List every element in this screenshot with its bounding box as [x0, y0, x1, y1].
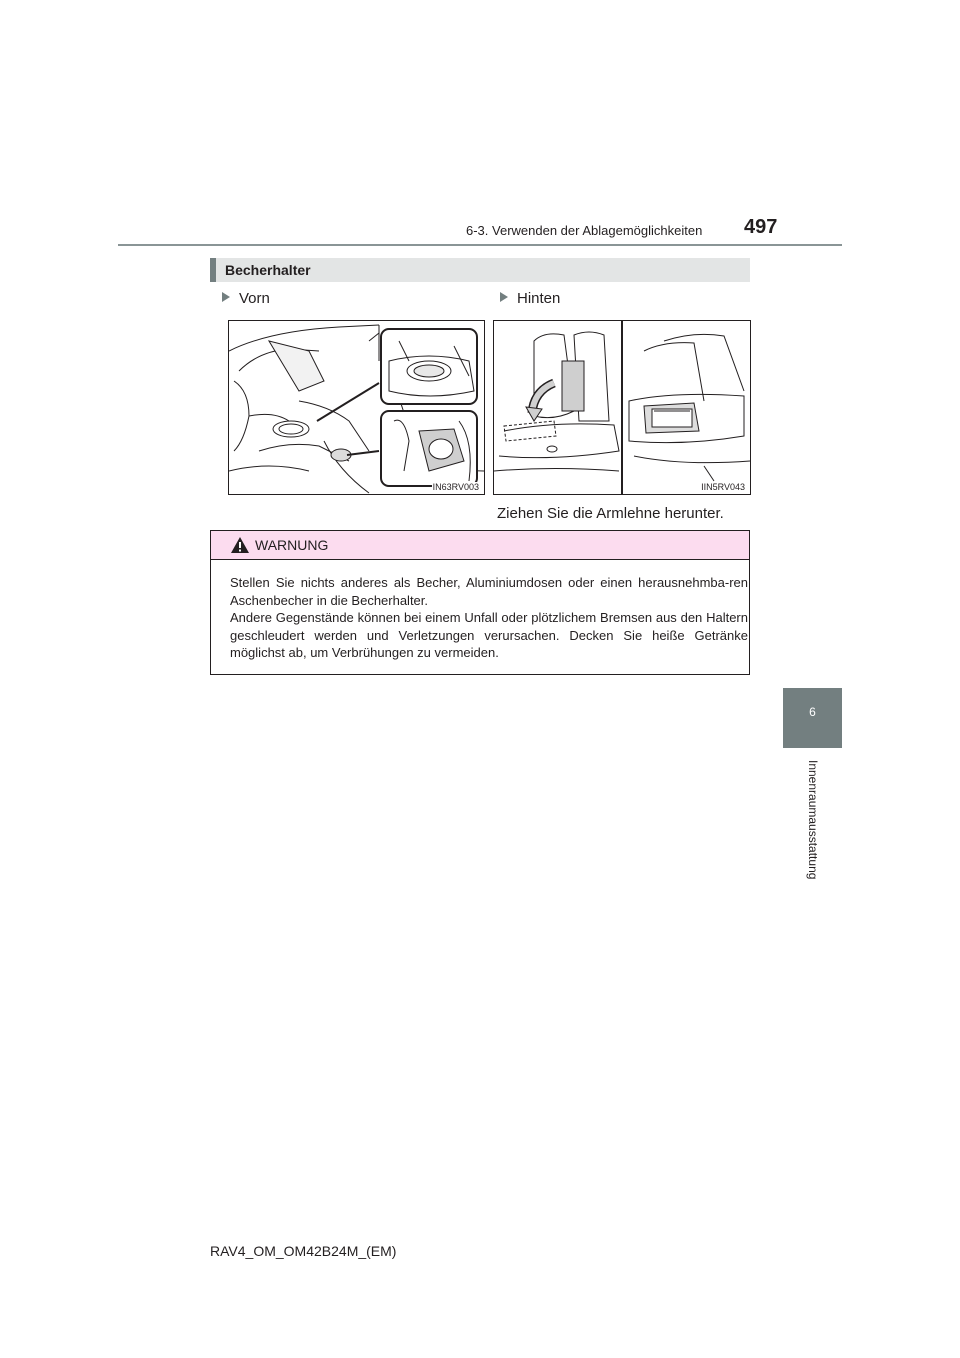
figure-rear-cup-holder [493, 320, 751, 495]
document-code: RAV4_OM_OM42B24M_(EM) [210, 1243, 397, 1259]
header-section-title: 6-3. Verwenden der Ablagemöglichkeiten [466, 223, 703, 238]
column-label-rear: Hinten [500, 290, 560, 307]
warning-text [230, 574, 748, 662]
arrow-right-icon [222, 292, 230, 302]
column-label-front: Vorn [222, 290, 270, 307]
page-number: 497 [744, 216, 778, 238]
section-title: Becherhalter [225, 262, 311, 278]
chapter-tab [783, 688, 842, 748]
arrow-right-icon [500, 292, 508, 302]
warning-box [210, 530, 750, 675]
header-rule [118, 244, 842, 246]
warning-paragraph: Stellen Sie nichts anderes als Becher, Aluminiumdosen oder einen herausnehmba-ren Aschenbecher in die Becherhalter. [230, 575, 748, 608]
warning-paragraph: Andere Gegenstände können bei einem Unfall oder plötzlichem Bremsen aus den Haltern geschleudert werden und Verletzungen verursachen. Decken Sie heiße Getränke möglichst ab, um Verbrühungen zu vermeiden. [230, 610, 748, 660]
figure-code: IN63RV003 [432, 482, 479, 492]
figure-front-cup-holder [228, 320, 485, 495]
warning-header [211, 531, 749, 560]
warning-heading: WARNUNG [255, 537, 329, 553]
chapter-number: 6 [809, 705, 816, 719]
chapter-title: Innenraumausstattung [806, 760, 820, 880]
warning-triangle-icon [231, 537, 249, 553]
section-header [210, 258, 750, 282]
front-console-illustration [229, 321, 484, 494]
section-accent [210, 258, 216, 282]
figure-caption: Ziehen Sie die Armlehne herunter. [497, 505, 724, 522]
rear-armrest-illustration [494, 321, 750, 494]
figure-code: IIN5RV043 [701, 482, 745, 492]
